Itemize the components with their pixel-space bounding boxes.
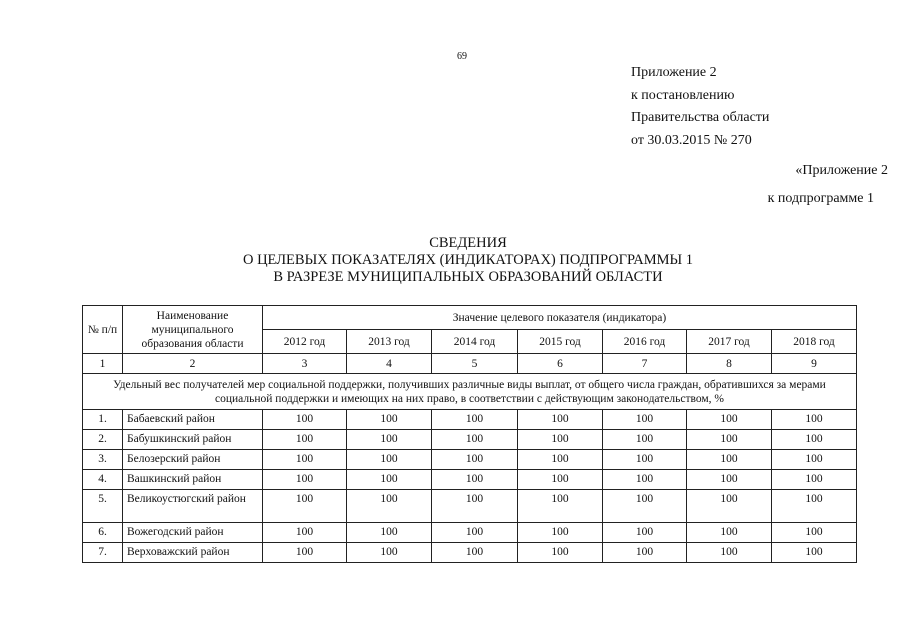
indicator-value: 100 — [347, 543, 432, 563]
indicator-value: 100 — [603, 543, 687, 563]
indicator-value: 100 — [603, 490, 687, 523]
indicator-value: 100 — [263, 523, 347, 543]
district-name: Великоустюгский район — [123, 490, 263, 523]
header-row — [83, 306, 857, 330]
indicator-description: Удельный вес получателей мер социальной поддержки, получивших различные виды выплат, от общего числа граждан, обратившихся за мерами социальной поддержки и имеющих на них право, в соответствии с действующим законодательством, % — [83, 374, 857, 410]
subprogram-reference: к подпрограмме 1 — [767, 191, 874, 206]
indicator-value: 100 — [347, 410, 432, 430]
indicator-value: 100 — [432, 430, 518, 450]
indicator-value: 100 — [263, 470, 347, 490]
table-row — [83, 470, 857, 490]
indicator-value: 100 — [518, 543, 603, 563]
indicator-value: 100 — [263, 450, 347, 470]
indicator-value: 100 — [432, 490, 518, 523]
indicator-value: 100 — [263, 543, 347, 563]
row-number: 3. — [83, 450, 123, 470]
district-name: Вашкинский район — [123, 470, 263, 490]
district-name: Белозерский район — [123, 450, 263, 470]
header-value-group: Значение целевого показателя (индикатора) — [263, 306, 857, 330]
district-name: Бабушкинский район — [123, 430, 263, 450]
indicator-value: 100 — [687, 490, 772, 523]
indicator-value: 100 — [347, 490, 432, 523]
indicator-value: 100 — [432, 410, 518, 430]
header-num: № п/п — [83, 306, 123, 354]
indicator-value: 100 — [347, 523, 432, 543]
table-row — [83, 410, 857, 430]
column-number-row — [83, 354, 857, 374]
district-name: Верховажский район — [123, 543, 263, 563]
indicator-value: 100 — [432, 450, 518, 470]
table-body — [83, 410, 857, 563]
row-number: 1. — [83, 410, 123, 430]
indicator-value: 100 — [687, 470, 772, 490]
indicator-value: 100 — [263, 430, 347, 450]
row-number: 7. — [83, 543, 123, 563]
header-year: 2013 год — [347, 330, 432, 354]
indicator-value: 100 — [772, 543, 857, 563]
indicator-value: 100 — [687, 430, 772, 450]
indicator-value: 100 — [347, 430, 432, 450]
indicator-value: 100 — [603, 470, 687, 490]
indicator-value: 100 — [518, 450, 603, 470]
indicator-value: 100 — [772, 470, 857, 490]
column-number: 1 — [83, 354, 123, 374]
table-row — [83, 523, 857, 543]
indicator-value: 100 — [603, 450, 687, 470]
indicator-value: 100 — [518, 430, 603, 450]
indicator-value: 100 — [518, 410, 603, 430]
indicator-value: 100 — [432, 523, 518, 543]
indicator-value: 100 — [772, 430, 857, 450]
header-name: Наименование муниципального образования области — [123, 306, 263, 354]
column-number: 3 — [263, 354, 347, 374]
header-year: 2016 год — [603, 330, 687, 354]
header-year: 2017 год — [687, 330, 772, 354]
indicator-value: 100 — [432, 470, 518, 490]
column-number: 4 — [347, 354, 432, 374]
indicator-value: 100 — [603, 523, 687, 543]
appendix-line: к постановлению — [631, 87, 735, 103]
district-name: Вожегодский район — [123, 523, 263, 543]
indicator-value: 100 — [518, 523, 603, 543]
appendix-line: от 30.03.2015 № 270 — [631, 132, 752, 148]
title-line: СВЕДЕНИЯ — [429, 235, 507, 251]
indicator-value: 100 — [772, 410, 857, 430]
appendix-line: Правительства области — [631, 110, 770, 125]
table-row — [83, 450, 857, 470]
indicator-value: 100 — [603, 410, 687, 430]
document-title — [150, 235, 786, 286]
header-year: 2015 год — [518, 330, 603, 354]
indicator-value: 100 — [772, 523, 857, 543]
indicator-value: 100 — [603, 430, 687, 450]
page-number: 69 — [457, 51, 467, 62]
appendix-line: Приложение 2 — [631, 65, 717, 80]
column-number: 6 — [518, 354, 603, 374]
column-number: 8 — [687, 354, 772, 374]
column-number: 9 — [772, 354, 857, 374]
title-line: В РАЗРЕЗЕ МУНИЦИПАЛЬНЫХ ОБРАЗОВАНИЙ ОБЛАСТИ — [273, 269, 663, 285]
column-number: 7 — [603, 354, 687, 374]
indicator-value: 100 — [772, 450, 857, 470]
indicator-value: 100 — [687, 450, 772, 470]
indicator-value: 100 — [772, 490, 857, 523]
header-year: 2018 год — [772, 330, 857, 354]
table-row — [83, 490, 857, 523]
subprogram-appendix-label: «Приложение 2 — [795, 163, 888, 178]
indicator-value: 100 — [263, 490, 347, 523]
table-row — [83, 430, 857, 450]
district-name: Бабаевский район — [123, 410, 263, 430]
title-line: О ЦЕЛЕВЫХ ПОКАЗАТЕЛЯХ (ИНДИКАТОРАХ) ПОДПРОГРАММЫ 1 — [242, 252, 694, 268]
appendix-block — [631, 62, 769, 152]
row-number: 5. — [83, 490, 123, 523]
row-number: 2. — [83, 430, 123, 450]
indicator-value: 100 — [263, 410, 347, 430]
indicator-value: 100 — [432, 543, 518, 563]
row-number: 4. — [83, 470, 123, 490]
indicator-value: 100 — [518, 490, 603, 523]
indicator-value: 100 — [687, 543, 772, 563]
header-year: 2012 год — [263, 330, 347, 354]
indicator-description-row — [83, 374, 857, 410]
header-year: 2014 год — [432, 330, 518, 354]
column-number: 2 — [123, 354, 263, 374]
column-number: 5 — [432, 354, 518, 374]
indicator-value: 100 — [518, 470, 603, 490]
indicator-value: 100 — [687, 523, 772, 543]
row-number: 6. — [83, 523, 123, 543]
indicator-value: 100 — [347, 450, 432, 470]
table-row — [83, 543, 857, 563]
indicator-value: 100 — [687, 410, 772, 430]
indicator-value: 100 — [347, 470, 432, 490]
indicators-table — [82, 305, 857, 563]
